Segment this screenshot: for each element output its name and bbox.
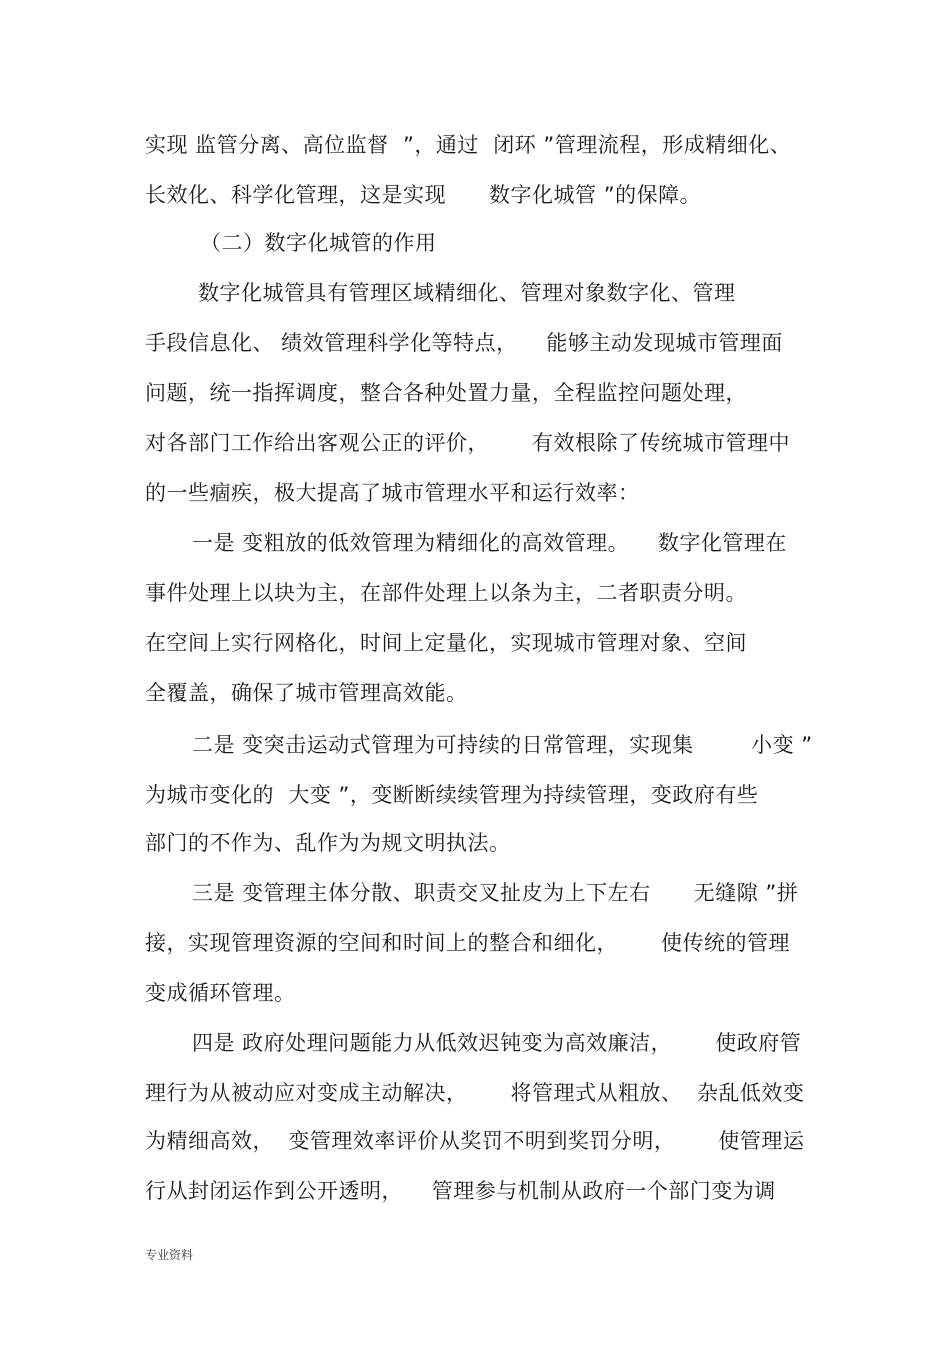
text-line-12: 全覆盖，确保了城市管理高效能。	[145, 681, 468, 705]
text-line-18: 变成循环管理。	[145, 981, 296, 1005]
text-line-2: 长效化、科学化管理，这是实现 数字化城管 ”的保障。	[145, 183, 702, 207]
text-line-8: 的一些痼疾，极大提高了城市管理水平和运行效率：	[145, 481, 640, 505]
text-line-22: 行从封闭运作到公开透明， 管理参与机制从政府一个部门变为调	[145, 1179, 776, 1203]
text-line-16: 三是 变管理主体分散、职责交叉扯皮为上下左右 无缝隙 ”拼	[192, 881, 799, 905]
text-line-4: 数字化城管具有管理区域精细化、管理对象数字化、管理	[198, 281, 736, 305]
text-line-20: 理行为从被动应对变成主动解决， 将管理式从粗放、 杂乱低效变	[145, 1081, 805, 1105]
text-line-13: 二是 变突击运动式管理为可持续的日常管理，实现集 小变 ”	[192, 733, 813, 757]
text-line-7: 对各部门工作给出客观公正的评价， 有效根除了传统城市管理中	[145, 431, 791, 455]
text-line-19: 四是 政府处理问题能力从低效迟钝变为高效廉洁， 使政府管	[192, 1031, 802, 1055]
text-line-1: 实现 监管分离、高位监督 ”，通过 闭环 ”管理流程，形成精细化、	[145, 133, 792, 157]
text-line-21: 为精细高效， 变管理效率评价从奖罚不明到奖罚分明， 使管理运	[145, 1129, 805, 1153]
text-line-10: 事件处理上以块为主，在部件处理上以条为主，二者职责分明。	[145, 581, 747, 605]
text-line-14: 为城市变化的 大变 ”，变断断续续管理为持续管理，变政府有些	[145, 783, 759, 807]
text-line-5: 手段信息化、 绩效管理科学化等特点， 能够主动发现城市管理面	[145, 331, 783, 355]
section-heading: （二）数字化城管的作用	[200, 231, 437, 255]
text-line-11: 在空间上实行网格化，时间上定量化，实现城市管理对象、空间	[145, 631, 747, 655]
footer-label: 专业资料	[145, 1248, 194, 1262]
text-line-6: 问题，统一指挥调度，整合各种处置力量，全程监控问题处理，	[145, 381, 747, 405]
text-line-17: 接，实现管理资源的空间和时间上的整合和细化， 使传统的管理	[145, 931, 791, 955]
text-line-9: 一是 变粗放的低效管理为精细化的高效管理。 数字化管理在	[192, 531, 787, 555]
text-line-15: 部门的不作为、乱作为为规文明执法。	[145, 831, 511, 855]
